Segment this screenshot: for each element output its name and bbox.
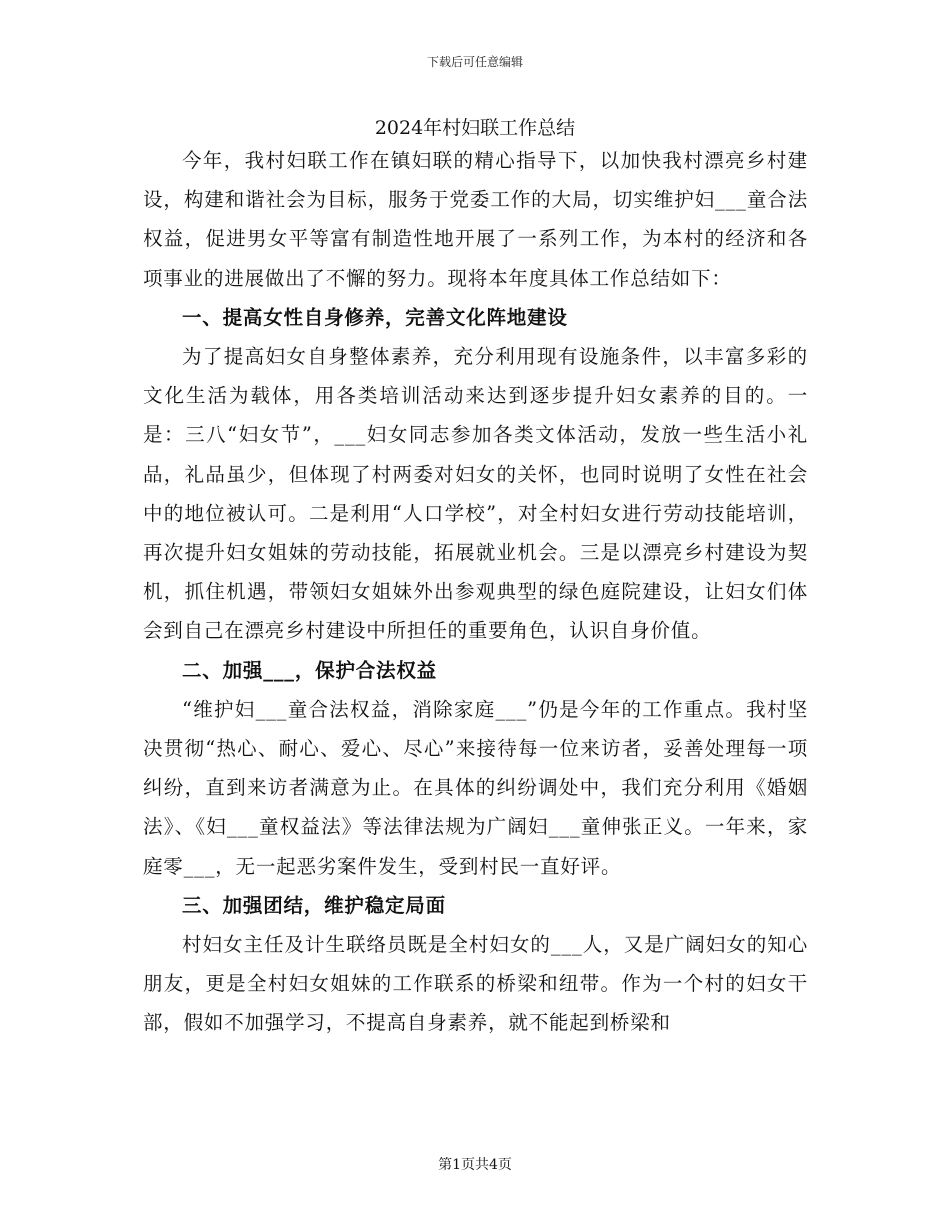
- section-3-paragraph: 村妇女主任及计生联络员既是全村妇女的___人，又是广阔妇女的知心朋友，更是全村妇女姐妹的工作联系的桥梁和纽带。作为一个村的妇女干部，假如不加强学习，不提高自身素养，就不能起到桥梁和: [143, 933, 808, 1035]
- section-3-heading: 三、加强团结，维护稳定局面: [182, 893, 446, 917]
- document-title: 2024年村妇联工作总结: [374, 117, 576, 139]
- section-1-heading: 一、提高女性自身修养，完善文化阵地建设: [182, 305, 568, 329]
- document-body: [143, 141, 808, 1043]
- header-note: 下载后可任意编辑: [426, 55, 523, 69]
- section-2-paragraph: “维护妇___童合法权益，消除家庭___”仍是今年的工作重点。我村坚决贯彻“热心、耐心、爱心、尽心”来接待每一位来访者，妥善处理每一项纠纷，直到来访者满意为止。在具体的纠纷调处中，我们充分利用《婚姻法》、《妇___童权益法》等法律法规为广阔妇___童伸张正义。一年来，家庭零___，无一起恶劣案件发生，受到村民一直好评。: [143, 697, 808, 878]
- intro-paragraph: 今年，我村妇联工作在镇妇联的精心指导下，以加快我村漂亮乡村建设，构建和谐社会为目标，服务于党委工作的大局，切实维护妇___童合法权益，促进男女平等富有制造性地开展了一系列工作，为本村的经济和各项事业的进展做出了不懈的努力。现将本年度具体工作总结如下：: [143, 149, 808, 290]
- section-2-heading: 二、加强___，保护合法权益: [182, 658, 437, 682]
- section-1-paragraph: 为了提高妇女自身整体素养，充分利用现有设施条件，以丰富多彩的文化生活为载体，用各类培训活动来达到逐步提升妇女素养的目的。一是：三八“妇女节”，___妇女同志参加各类文体活动，发放一些生活小礼品，礼品虽少，但体现了村两委对妇女的关怀，也同时说明了女性在社会中的地位被认可。二是利用“人口学校”，对全村妇女进行劳动技能培训，再次提升妇女姐妹的劳动技能，拓展就业机会。三是以漂亮乡村建设为契机，抓住机遇，带领妇女姐妹外出参观典型的绿色庭院建设，让妇女们体会到自己在漂亮乡村建设中所担任的重要角色，认识自身价值。: [143, 345, 808, 643]
- page-footer: 第1页共4页: [438, 1157, 512, 1173]
